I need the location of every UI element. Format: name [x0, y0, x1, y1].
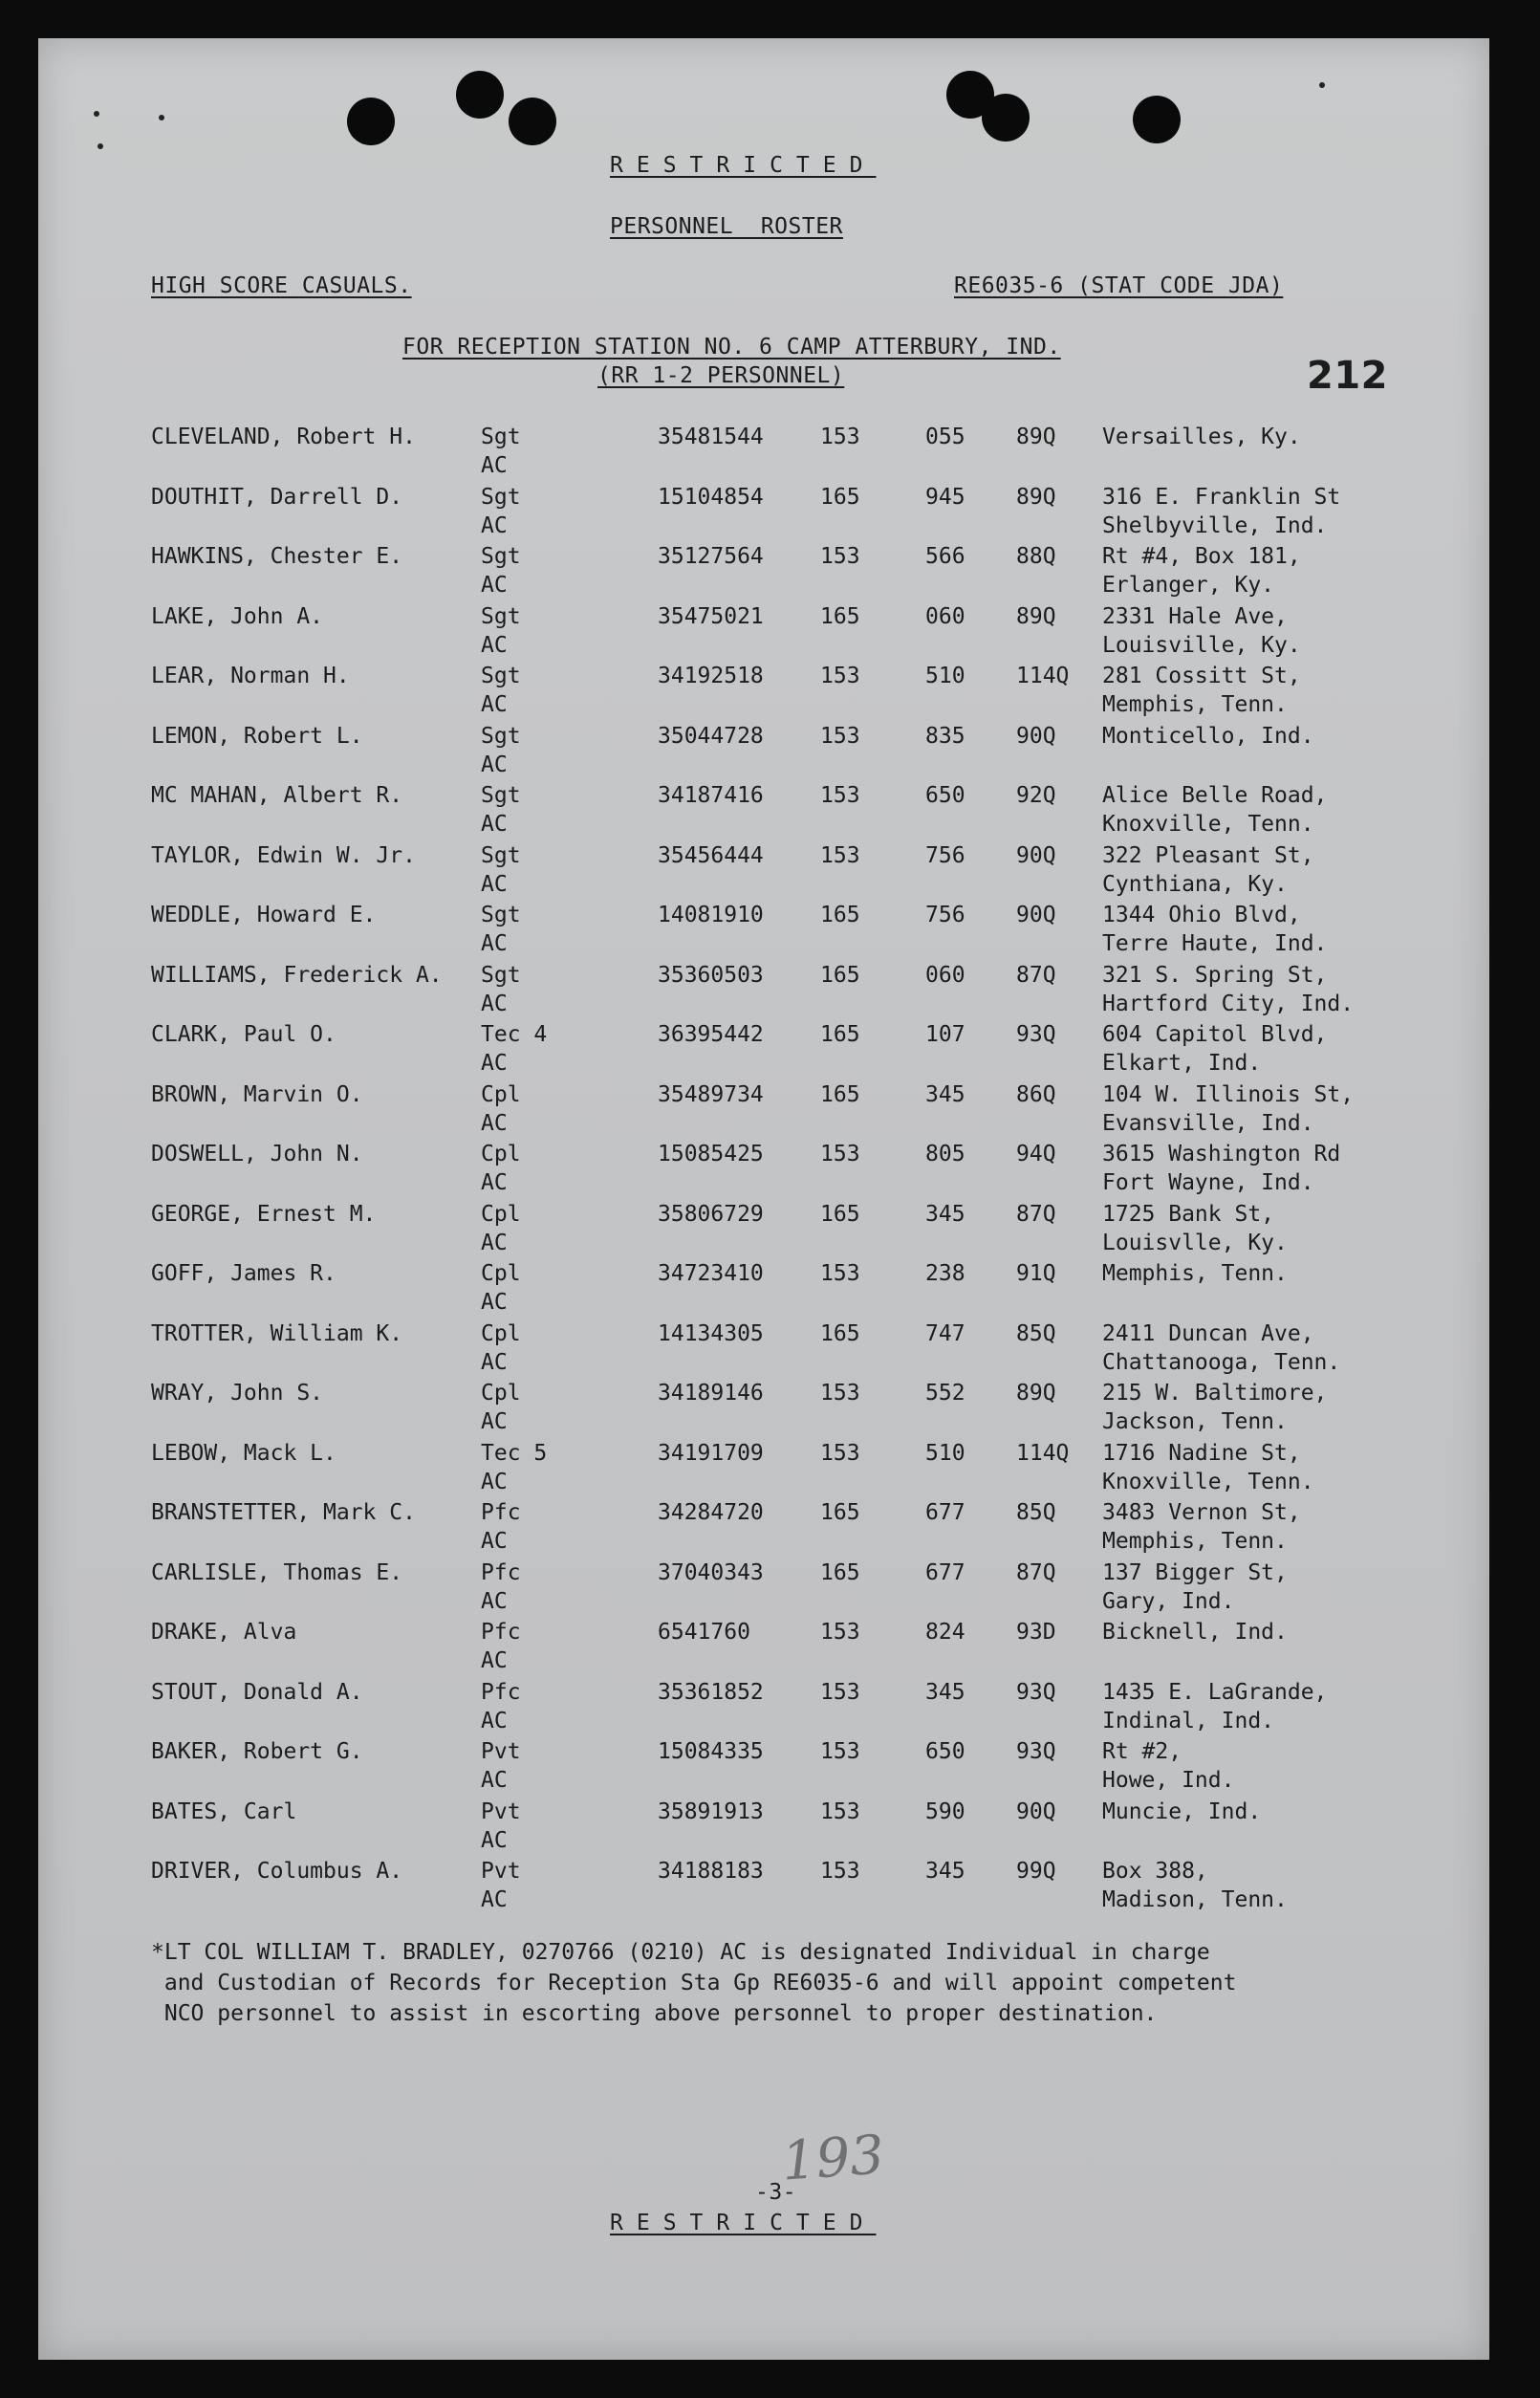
address-line-2: Memphis, Tenn. — [1102, 692, 1288, 717]
code-c: 89Q — [1016, 484, 1056, 510]
roster-row — [38, 604, 1489, 664]
roster-row — [38, 664, 1489, 723]
person-name: DRAKE, Alva — [151, 1620, 297, 1645]
punch-hole — [1133, 96, 1181, 143]
code-a: 153 — [820, 544, 860, 569]
address-line-2: Louisville, Ky. — [1102, 632, 1301, 658]
code-c: 114Q — [1016, 1440, 1070, 1466]
code-c: 86Q — [1016, 1081, 1056, 1107]
person-name: LEBOW, Mack L. — [151, 1440, 336, 1466]
branch: AC — [481, 1588, 508, 1614]
person-name: TAYLOR, Edwin W. Jr. — [151, 842, 416, 868]
code-b: 650 — [925, 1739, 965, 1764]
code-a: 165 — [820, 903, 860, 927]
branch: AC — [481, 453, 508, 478]
code-b: 345 — [925, 1859, 965, 1884]
code-b: 835 — [925, 723, 965, 749]
classification-top: RESTRICTED — [610, 153, 877, 178]
address-line-2: Evansville, Ind. — [1102, 1110, 1314, 1136]
roster-row — [38, 903, 1489, 962]
address-line-1: Rt #4, Box 181, — [1102, 544, 1301, 569]
code-b: 510 — [925, 1440, 965, 1466]
code-b: 107 — [925, 1022, 965, 1047]
person-name: WEDDLE, Howard E. — [151, 903, 377, 927]
code-b: 060 — [925, 962, 965, 988]
code-c: 89Q — [1016, 603, 1056, 629]
branch: AC — [481, 1349, 508, 1375]
address-line-2: Elkart, Ind. — [1102, 1051, 1262, 1076]
person-name: MC MAHAN, Albert R. — [151, 783, 403, 808]
rank: Sgt — [481, 723, 521, 749]
code-a: 153 — [820, 1620, 860, 1645]
code-b: 945 — [925, 484, 965, 510]
code-b: 677 — [925, 1559, 965, 1585]
serial-number: 35891913 — [658, 1798, 764, 1824]
person-name: WILLIAMS, Frederick A. — [151, 962, 443, 988]
roster-row — [38, 963, 1489, 1022]
code-b: 590 — [925, 1798, 965, 1824]
code-c: 87Q — [1016, 1201, 1056, 1227]
address-line-2: Knoxville, Tenn. — [1102, 812, 1314, 837]
branch: AC — [481, 573, 508, 598]
person-name: DRIVER, Columbus A. — [151, 1859, 403, 1884]
roster-row — [38, 1202, 1489, 1261]
roster-row — [38, 425, 1489, 484]
code-b: 345 — [925, 1081, 965, 1107]
address-line-2: Memphis, Tenn. — [1102, 1529, 1288, 1554]
roster-row — [38, 843, 1489, 903]
footnote: *LT COL WILLIAM T. BRADLEY, 0270766 (0210) AC is designated Individual in charge and Custodian of Records for Reception Sta Gp RE6035-6 and will appoint competent NCO personnel to assist in escorting above personnel to proper destination. — [151, 1940, 1237, 2026]
branch: AC — [481, 1051, 508, 1076]
serial-number: 35489734 — [658, 1081, 764, 1107]
branch: AC — [481, 1230, 508, 1255]
address-line-1: 1716 Nadine St, — [1102, 1440, 1301, 1466]
classification-bottom: RESTRICTED — [610, 2211, 877, 2235]
code-c: 89Q — [1016, 1381, 1056, 1406]
address-line-1: Rt #2, — [1102, 1739, 1182, 1764]
rank: Sgt — [481, 425, 521, 449]
person-name: LEAR, Norman H. — [151, 664, 350, 688]
address-line-1: 1435 E. LaGrande, — [1102, 1679, 1328, 1705]
code-a: 165 — [820, 603, 860, 629]
address-line-1: Memphis, Tenn. — [1102, 1261, 1288, 1286]
serial-number: 35456444 — [658, 842, 764, 868]
rank: Sgt — [481, 783, 521, 808]
speck — [1319, 82, 1325, 88]
roster-row — [38, 724, 1489, 783]
person-name: TROTTER, William K. — [151, 1320, 403, 1346]
code-c: 93Q — [1016, 1022, 1056, 1047]
code-b: 060 — [925, 603, 965, 629]
code-b: 345 — [925, 1679, 965, 1705]
code-a: 153 — [820, 1440, 860, 1466]
code-a: 153 — [820, 1261, 860, 1286]
rank: Pfc — [481, 1500, 521, 1525]
address-line-1: 215 W. Baltimore, — [1102, 1381, 1328, 1406]
roster-row — [38, 1142, 1489, 1201]
code-a: 165 — [820, 484, 860, 510]
code-a: 165 — [820, 1022, 860, 1047]
address-line-2: Knoxville, Tenn. — [1102, 1469, 1314, 1494]
code-b: 238 — [925, 1261, 965, 1286]
address-line-1: 3483 Vernon St, — [1102, 1500, 1301, 1525]
person-name: BAKER, Robert G. — [151, 1739, 363, 1764]
rank: Tec 4 — [481, 1022, 548, 1047]
roster-row — [38, 1680, 1489, 1739]
branch: AC — [481, 1827, 508, 1853]
speck — [159, 115, 164, 120]
address-line-2: Erlanger, Ky. — [1102, 573, 1275, 598]
code-b: 805 — [925, 1142, 965, 1166]
rank: Cpl — [481, 1201, 521, 1227]
serial-number: 35127564 — [658, 544, 764, 569]
address-line-1: Versailles, Ky. — [1102, 425, 1301, 449]
serial-number: 34189146 — [658, 1381, 764, 1406]
roster-row — [38, 1261, 1489, 1320]
code-c: 99Q — [1016, 1859, 1056, 1884]
person-name: HAWKINS, Chester E. — [151, 544, 403, 569]
code-c: 88Q — [1016, 544, 1056, 569]
address-line-1: Alice Belle Road, — [1102, 783, 1328, 808]
code-b: 566 — [925, 544, 965, 569]
rank: Pfc — [481, 1559, 521, 1585]
station-line: FOR RECEPTION STATION NO. 6 CAMP ATTERBURY, IND. — [402, 335, 1061, 360]
branch: AC — [481, 1768, 508, 1793]
punch-hole — [982, 94, 1030, 142]
person-name: WRAY, John S. — [151, 1381, 324, 1406]
address-line-1: 281 Cossitt St, — [1102, 664, 1301, 688]
roster-row — [38, 1022, 1489, 1081]
code-b: 510 — [925, 664, 965, 688]
address-line-1: 604 Capitol Blvd, — [1102, 1022, 1328, 1047]
rank: Sgt — [481, 962, 521, 988]
code-a: 165 — [820, 1320, 860, 1346]
rank: Cpl — [481, 1381, 521, 1406]
personnel-subline: (RR 1-2 PERSONNEL) — [597, 363, 845, 388]
serial-number: 35806729 — [658, 1201, 764, 1227]
code-a: 165 — [820, 962, 860, 988]
rank: Sgt — [481, 903, 521, 927]
address-line-1: 2411 Duncan Ave, — [1102, 1320, 1314, 1346]
branch: AC — [481, 1290, 508, 1315]
person-name: LEMON, Robert L. — [151, 723, 363, 749]
serial-number: 34191709 — [658, 1440, 764, 1466]
branch: AC — [481, 1110, 508, 1136]
roster-row — [38, 1859, 1489, 1918]
code-c: 85Q — [1016, 1320, 1056, 1346]
serial-number: 6541760 — [658, 1620, 750, 1645]
serial-number: 35475021 — [658, 603, 764, 629]
rank: Sgt — [481, 484, 521, 510]
code-a: 153 — [820, 1859, 860, 1884]
code-b: 552 — [925, 1381, 965, 1406]
serial-number: 34188183 — [658, 1859, 764, 1884]
rank: Cpl — [481, 1081, 521, 1107]
address-line-1: 1344 Ohio Blvd, — [1102, 903, 1301, 927]
person-name: CLEVELAND, Robert H. — [151, 425, 416, 449]
branch: AC — [481, 692, 508, 717]
branch: AC — [481, 931, 508, 956]
code-b: 747 — [925, 1320, 965, 1346]
serial-number: 15104854 — [658, 484, 764, 510]
branch: AC — [481, 632, 508, 658]
rank: Cpl — [481, 1142, 521, 1166]
code-b: 055 — [925, 425, 965, 449]
address-line-2: Indinal, Ind. — [1102, 1708, 1275, 1733]
code-b: 824 — [925, 1620, 965, 1645]
code-a: 165 — [820, 1559, 860, 1585]
rank: Tec 5 — [481, 1440, 548, 1466]
address-line-1: Bicknell, Ind. — [1102, 1620, 1288, 1645]
person-name: CARLISLE, Thomas E. — [151, 1559, 403, 1585]
document-sheet — [38, 38, 1489, 2360]
punch-hole — [509, 98, 556, 145]
roster-title: PERSONNEL ROSTER — [610, 214, 843, 239]
page-number: -3- — [755, 2180, 797, 2205]
rank: Cpl — [481, 1261, 521, 1286]
address-line-1: Monticello, Ind. — [1102, 723, 1314, 749]
branch: AC — [481, 1529, 508, 1554]
code-a: 165 — [820, 1081, 860, 1107]
code-c: 90Q — [1016, 842, 1056, 868]
person-name: DOUTHIT, Darrell D. — [151, 484, 403, 510]
roster-row — [38, 783, 1489, 842]
code-b: 756 — [925, 842, 965, 868]
address-line-2: Fort Wayne, Ind. — [1102, 1170, 1314, 1195]
code-c: 90Q — [1016, 903, 1056, 927]
roster-row — [38, 1560, 1489, 1620]
code-c: 93D — [1016, 1620, 1056, 1645]
serial-number: 35481544 — [658, 425, 764, 449]
branch: AC — [481, 1648, 508, 1673]
code-b: 650 — [925, 783, 965, 808]
address-line-1: 316 E. Franklin St — [1102, 484, 1341, 510]
serial-number: 36395442 — [658, 1022, 764, 1047]
branch: AC — [481, 1708, 508, 1733]
handwritten-number: 193 — [779, 2124, 887, 2193]
address-line-2: Jackson, Tenn. — [1102, 1409, 1288, 1434]
code-c: 90Q — [1016, 1798, 1056, 1824]
code-c: 90Q — [1016, 723, 1056, 749]
address-line-2: Gary, Ind. — [1102, 1588, 1235, 1614]
code-c: 91Q — [1016, 1261, 1056, 1286]
code-c: 114Q — [1016, 664, 1070, 688]
code-c: 85Q — [1016, 1500, 1056, 1525]
branch: AC — [481, 1170, 508, 1195]
serial-number: 14081910 — [658, 903, 764, 927]
branch: AC — [481, 812, 508, 837]
rank: Pvt — [481, 1798, 521, 1824]
sheet-number: 212 — [1307, 354, 1388, 398]
code-c: 87Q — [1016, 962, 1056, 988]
code-b: 345 — [925, 1201, 965, 1227]
serial-number: 35360503 — [658, 962, 764, 988]
address-line-2: Cynthiana, Ky. — [1102, 871, 1288, 897]
address-line-2: Hartford City, Ind. — [1102, 991, 1355, 1016]
branch: AC — [481, 1887, 508, 1912]
branch: AC — [481, 512, 508, 538]
address-line-1: 137 Bigger St, — [1102, 1559, 1288, 1585]
rank: Pfc — [481, 1679, 521, 1705]
roster-row — [38, 1321, 1489, 1381]
address-line-1: 1725 Bank St, — [1102, 1201, 1275, 1227]
rank: Pvt — [481, 1739, 521, 1764]
branch: AC — [481, 1469, 508, 1494]
rank: Sgt — [481, 664, 521, 688]
branch: AC — [481, 991, 508, 1016]
code-a: 153 — [820, 1381, 860, 1406]
code-a: 153 — [820, 1679, 860, 1705]
roster-row — [38, 1500, 1489, 1559]
address-line-1: 2331 Hale Ave, — [1102, 603, 1288, 629]
code-a: 153 — [820, 664, 860, 688]
rank: Cpl — [481, 1320, 521, 1346]
address-line-2: Howe, Ind. — [1102, 1768, 1235, 1793]
address-line-2: Terre Haute, Ind. — [1102, 931, 1328, 956]
code-a: 153 — [820, 783, 860, 808]
speck — [94, 111, 99, 117]
branch: AC — [481, 752, 508, 777]
serial-number: 15085425 — [658, 1142, 764, 1166]
roster-row — [38, 1739, 1489, 1798]
serial-number: 35361852 — [658, 1679, 764, 1705]
branch: AC — [481, 1409, 508, 1434]
address-line-1: 104 W. Illinois St, — [1102, 1081, 1355, 1107]
person-name: BRANSTETTER, Mark C. — [151, 1500, 416, 1525]
rank: Sgt — [481, 842, 521, 868]
person-name: BROWN, Marvin O. — [151, 1081, 363, 1107]
person-name: GOFF, James R. — [151, 1261, 336, 1286]
serial-number: 34187416 — [658, 783, 764, 808]
address-line-1: 321 S. Spring St, — [1102, 962, 1328, 988]
code-a: 153 — [820, 1798, 860, 1824]
address-line-1: 322 Pleasant St, — [1102, 842, 1314, 868]
code-c: 93Q — [1016, 1739, 1056, 1764]
code-a: 153 — [820, 1142, 860, 1166]
serial-number: 34284720 — [658, 1500, 764, 1525]
branch: AC — [481, 871, 508, 897]
speck — [98, 143, 103, 149]
person-name: STOUT, Donald A. — [151, 1679, 363, 1705]
serial-number: 34723410 — [658, 1261, 764, 1286]
serial-number: 14134305 — [658, 1320, 764, 1346]
person-name: DOSWELL, John N. — [151, 1142, 363, 1166]
code-a: 153 — [820, 842, 860, 868]
rank: Pvt — [481, 1859, 521, 1884]
code-c: 93Q — [1016, 1679, 1056, 1705]
rank: Sgt — [481, 603, 521, 629]
group-label: HIGH SCORE CASUALS. — [151, 273, 412, 298]
roster-row — [38, 1082, 1489, 1142]
group-code: RE6035-6 (STAT CODE JDA) — [954, 273, 1284, 298]
roster-row — [38, 1620, 1489, 1679]
code-a: 165 — [820, 1201, 860, 1227]
person-name: CLARK, Paul O. — [151, 1022, 336, 1047]
code-a: 153 — [820, 425, 860, 449]
rank: Sgt — [481, 544, 521, 569]
code-c: 92Q — [1016, 783, 1056, 808]
punch-hole — [347, 98, 395, 145]
serial-number: 37040343 — [658, 1559, 764, 1585]
address-line-2: Shelbyville, Ind. — [1102, 512, 1328, 538]
code-a: 153 — [820, 1739, 860, 1764]
person-name: BATES, Carl — [151, 1798, 297, 1824]
person-name: GEORGE, Ernest M. — [151, 1201, 377, 1227]
serial-number: 35044728 — [658, 723, 764, 749]
punch-hole — [456, 71, 504, 119]
rank: Pfc — [481, 1620, 521, 1645]
roster-row — [38, 544, 1489, 603]
code-a: 165 — [820, 1500, 860, 1525]
roster-row — [38, 1381, 1489, 1440]
code-b: 677 — [925, 1500, 965, 1525]
code-b: 756 — [925, 903, 965, 927]
code-c: 87Q — [1016, 1559, 1056, 1585]
address-line-2: Madison, Tenn. — [1102, 1887, 1288, 1912]
code-a: 153 — [820, 723, 860, 749]
roster-row — [38, 1799, 1489, 1859]
address-line-1: Muncie, Ind. — [1102, 1798, 1262, 1824]
serial-number: 15084335 — [658, 1739, 764, 1764]
roster-row — [38, 485, 1489, 544]
address-line-1: 3615 Washington Rd — [1102, 1142, 1341, 1166]
code-c: 94Q — [1016, 1142, 1056, 1166]
address-line-2: Chattanooga, Tenn. — [1102, 1349, 1341, 1375]
roster-row — [38, 1441, 1489, 1500]
person-name: LAKE, John A. — [151, 603, 324, 629]
address-line-1: Box 388, — [1102, 1859, 1208, 1884]
code-c: 89Q — [1016, 425, 1056, 449]
serial-number: 34192518 — [658, 664, 764, 688]
address-line-2: Louisvlle, Ky. — [1102, 1230, 1288, 1255]
